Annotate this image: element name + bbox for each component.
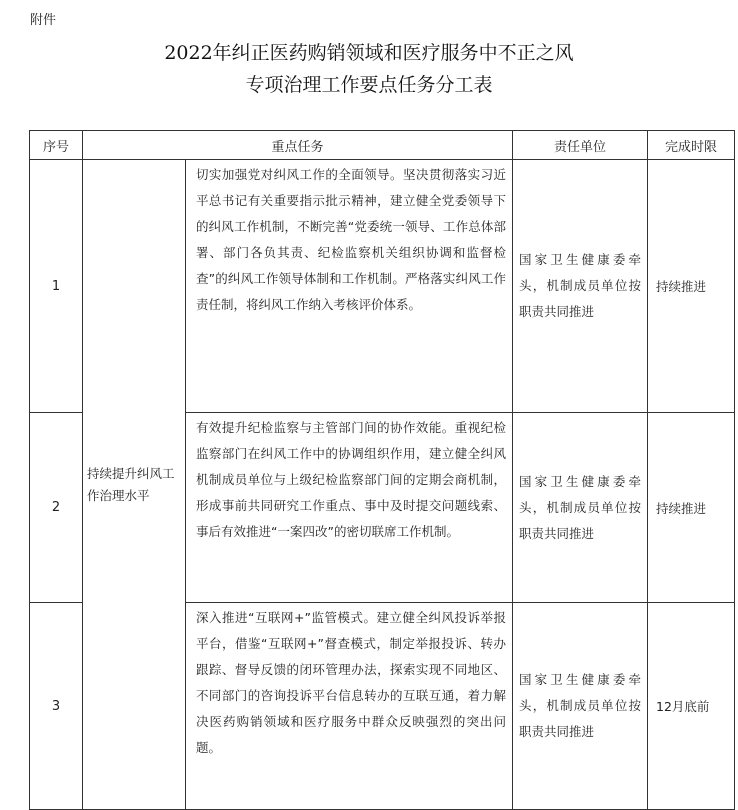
deadline: 12月底前 [648, 603, 735, 810]
header-unit: 责任单位 [513, 131, 648, 160]
row-number: 2 [30, 413, 83, 603]
attachment-label: 附件 [30, 13, 57, 28]
responsible-unit: 国家卫生健康委牵头，机制成员单位按职责共同推进 [513, 160, 648, 413]
deadline: 持续推进 [648, 160, 735, 413]
responsible-unit: 国家卫生健康委牵头，机制成员单位按职责共同推进 [513, 603, 648, 810]
deadline: 持续推进 [648, 413, 735, 603]
task-description: 有效提升纪检监察与主管部门间的协作效能。重视纪检监察部门在纠风工作中的协调组织作用，建立健全纠风机制成员单位与上级纪检监察部门间的定期会商机制，形成事前共同研究工作重点、事中及时提交问题线索、事后有效推进“一案四改”的密切联席工作机制。 [186, 413, 513, 603]
row-number: 1 [30, 160, 83, 413]
header-no: 序号 [30, 131, 83, 160]
task-table [29, 130, 735, 810]
header-task: 重点任务 [83, 131, 513, 160]
header-deadline: 完成时限 [648, 131, 735, 160]
table-row [30, 160, 735, 413]
table-header-row [30, 131, 735, 160]
row-number: 3 [30, 603, 83, 810]
task-description: 切实加强党对纠风工作的全面领导。坚决贯彻落实习近平总书记有关重要指示批示精神，建立健全党委领导下的纠风工作机制，不断完善“党委统一领导、工作总体部署、部门各负其责、纪检监察机关组织协调和监督检查”的纠风工作领导体制和工作机制。严格落实纠风工作责任制，将纠风工作纳入考核评价体系。 [186, 160, 513, 413]
task-description: 深入推进“互联网+”监管模式。建立健全纠风投诉举报平台，借鉴“互联网+”督查模式，制定举报投诉、转办跟踪、督导反馈的闭环管理办法，探索实现不同地区、不同部门的咨询投诉平台信息转办的互联互通，着力解决医药购销领域和医疗服务中群众反映强烈的突出问题。 [186, 603, 513, 810]
responsible-unit: 国家卫生健康委牵头，机制成员单位按职责共同推进 [513, 413, 648, 603]
document-title: 2022年纠正医药购销领域和医疗服务中不正之风 [164, 42, 574, 64]
document-subtitle: 专项治理工作要点任务分工表 [245, 74, 493, 96]
task-category: 持续提升纠风工作治理水平 [83, 160, 186, 810]
